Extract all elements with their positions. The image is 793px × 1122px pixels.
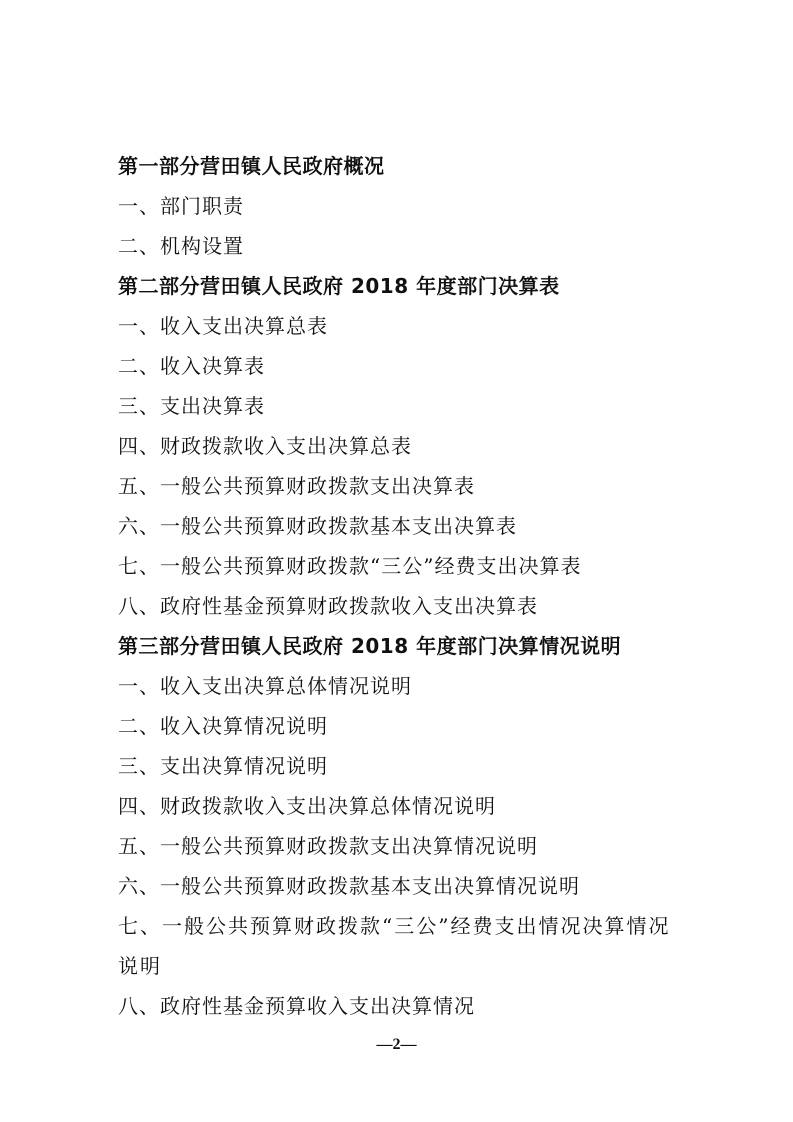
toc-item: 二、机构设置 (118, 234, 244, 258)
toc-item: 三、支出决算情况说明 (118, 754, 328, 778)
toc-item: 二、收入决算情况说明 (118, 714, 328, 738)
toc-item: 一、收入支出决算总体情况说明 (118, 674, 412, 698)
toc-item: 六、一般公共预算财政拨款基本支出决算情况说明 (118, 874, 580, 898)
part-3-heading: 第三部分营田镇人民政府 2018 年度部门决算情况说明 (118, 634, 622, 658)
toc-item: 八、政府性基金预算收入支出决算情况 (118, 994, 475, 1018)
table-of-contents (118, 146, 688, 1026)
toc-item: 一、部门职责 (118, 194, 244, 218)
toc-item: 六、一般公共预算财政拨款基本支出决算表 (118, 514, 517, 538)
part-1-heading: 第一部分营田镇人民政府概况 (118, 154, 385, 178)
toc-item: 五、一般公共预算财政拨款支出决算情况说明 (118, 834, 538, 858)
toc-item: 二、收入决算表 (118, 354, 265, 378)
toc-item: 四、财政拨款收入支出决算总表 (118, 434, 412, 458)
toc-item: 三、支出决算表 (118, 394, 265, 418)
toc-item: 八、政府性基金预算财政拨款收入支出决算表 (118, 594, 538, 618)
toc-item: 七、一般公共预算财政拨款“三公”经费支出情况决算情况说明 (118, 914, 671, 978)
part-2-heading: 第二部分营田镇人民政府 2018 年度部门决算表 (118, 274, 560, 298)
toc-item: 五、一般公共预算财政拨款支出决算表 (118, 474, 475, 498)
toc-item: 七、一般公共预算财政拨款“三公”经费支出决算表 (118, 554, 582, 578)
toc-item: 一、收入支出决算总表 (118, 314, 328, 338)
toc-item: 四、财政拨款收入支出决算总体情况说明 (118, 794, 496, 818)
page-number: —2— (376, 1036, 417, 1053)
